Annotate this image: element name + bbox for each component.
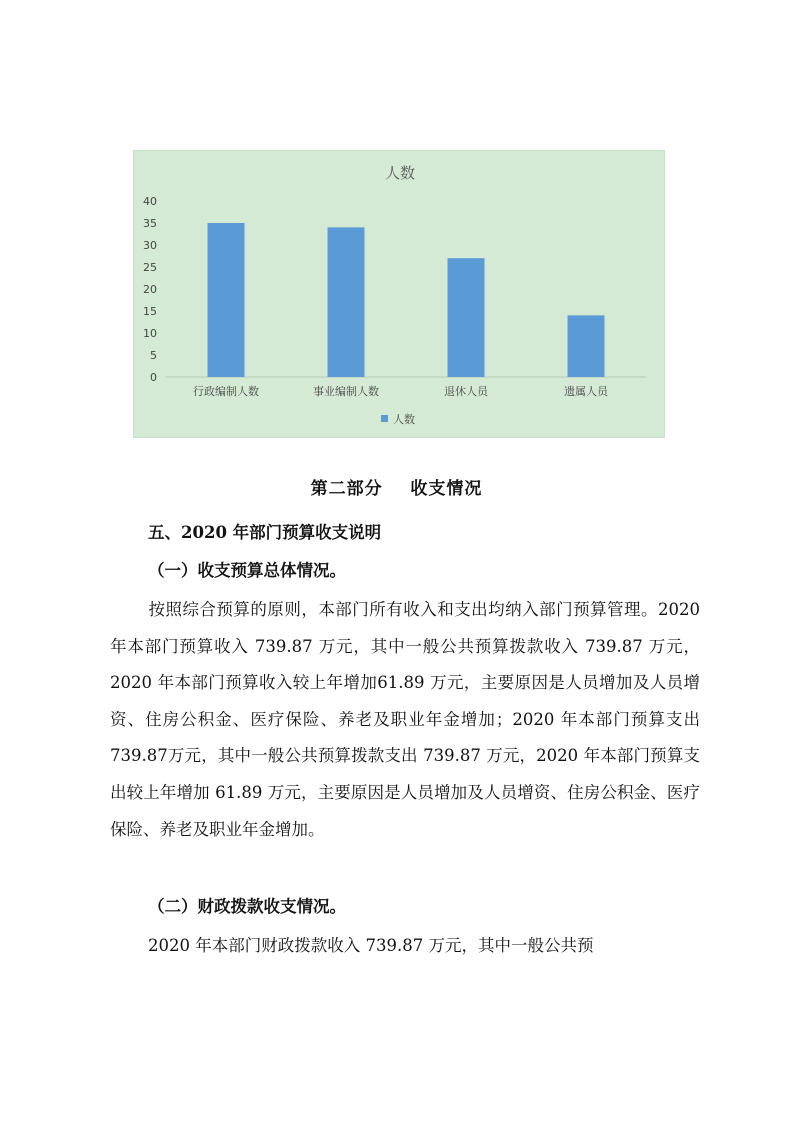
bars xyxy=(208,223,605,377)
bar xyxy=(448,258,485,377)
y-tick-label: 20 xyxy=(143,283,157,296)
y-tick-label: 25 xyxy=(143,261,157,274)
bar xyxy=(208,223,245,377)
x-tick-label: 退休人员 xyxy=(444,385,488,398)
bar-chart xyxy=(134,151,666,439)
bar xyxy=(328,227,365,377)
legend-swatch xyxy=(381,415,388,422)
paragraph-1-text: 按照综合预算的原则，本部门所有收入和支出均纳入部门预算管理。2020 年本部门预算收入 739.87 万元，其中一般公共预算拨款收入 739.87 万元，2020 年本部门预算收入较上年增加61.89 万元，主要原因是人员增加及人员增资、住房公积金、医疗保险、养老及职业年金增加；2020 年本部门预算支出 739.87万元，其中一般公共预算拨款支出 739.87 万元，2020 年本部门预算支出较上年增加 61.89 万元，主要原因是人员增加及人员增资、住房公积金、医疗保险、养老及职业年金增加。 xyxy=(110,600,700,839)
y-tick-label: 30 xyxy=(143,239,157,252)
paragraph-1 xyxy=(110,592,700,848)
x-tick-label: 行政编制人数 xyxy=(193,385,259,398)
x-tick-label: 事业编制人数 xyxy=(313,385,379,398)
legend xyxy=(381,412,415,426)
section-title: 第二部分 收支情况 xyxy=(310,479,483,499)
y-tick-label: 0 xyxy=(150,371,157,384)
y-tick-label: 40 xyxy=(143,195,157,208)
y-tick-label: 10 xyxy=(143,327,157,340)
x-tick-label: 遗属人员 xyxy=(564,385,608,398)
y-tick-label: 15 xyxy=(143,305,157,318)
y-tick-label: 5 xyxy=(150,349,157,362)
heading-sub-2: （二）财政拨款收支情况。 xyxy=(148,897,346,916)
y-tick-label: 35 xyxy=(143,217,157,230)
chart-panel xyxy=(133,150,665,438)
x-axis-labels xyxy=(193,384,609,398)
heading-main: 五、2020 年部门预算收支说明 xyxy=(148,523,382,542)
heading-sub-1: （一）收支预算总体情况。 xyxy=(148,561,346,580)
y-axis xyxy=(143,195,157,384)
bar xyxy=(568,315,605,377)
paragraph-2 xyxy=(110,928,700,965)
chart-title: 人数 xyxy=(384,164,416,182)
paragraph-2-text: 2020 年本部门财政拨款收入 739.87 万元，其中一般公共预 xyxy=(148,936,594,955)
legend-label: 人数 xyxy=(393,413,415,426)
